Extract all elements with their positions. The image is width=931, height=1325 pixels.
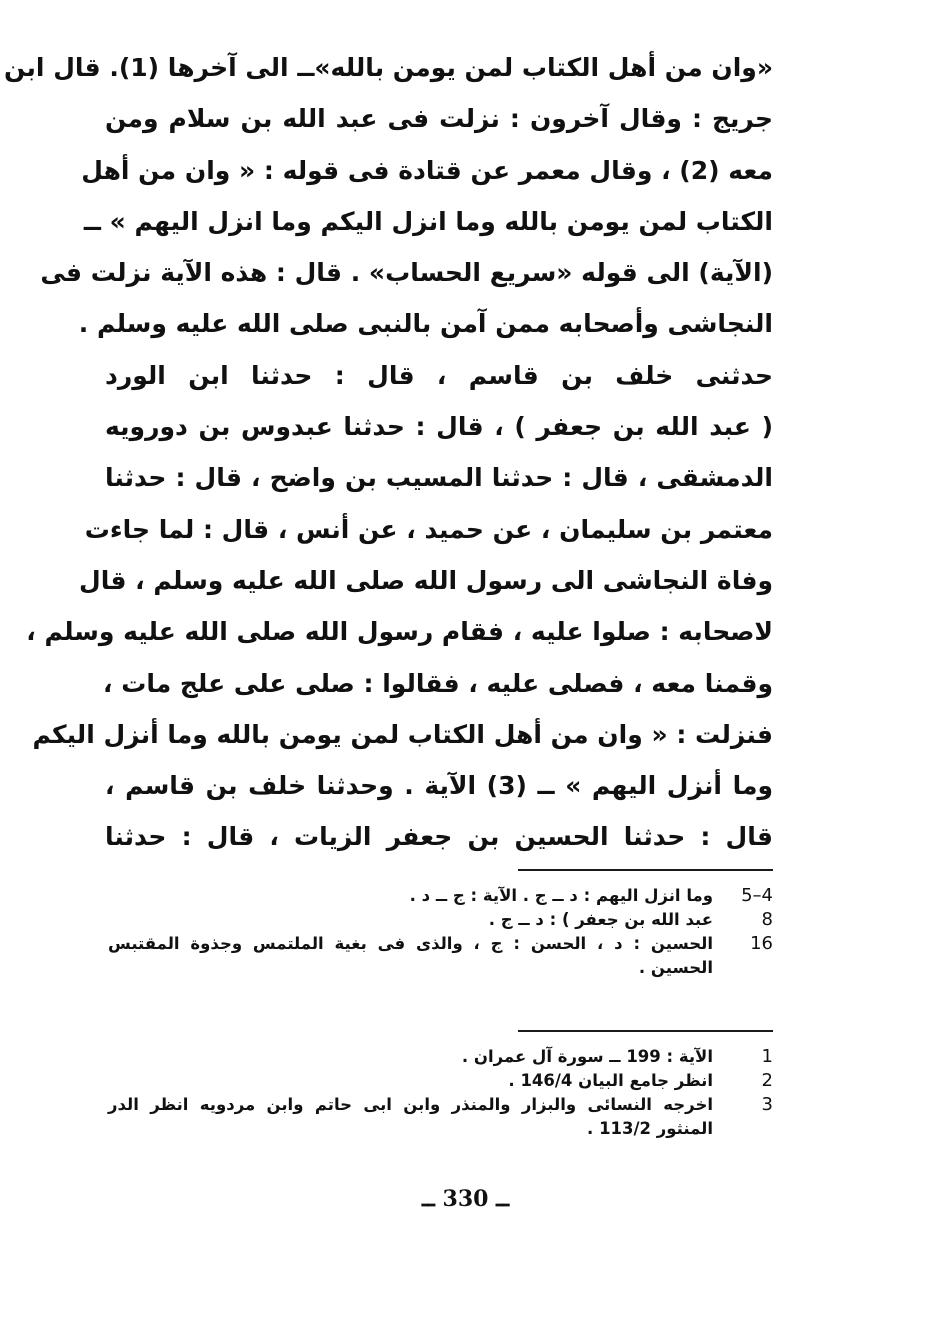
text-line: (الآية) الى قوله «سريع الحساب» . قال : هذه الآية نزلت فى bbox=[40, 258, 773, 288]
footnote-ref: 1 bbox=[761, 1046, 773, 1067]
text-line: وقمنا معه ، فصلى عليه ، فقالوا : صلى على علج مات ، bbox=[103, 668, 773, 698]
footnote-text: الحسين : د ، الحسن : ج ، والذى فى بغية الملتمس وجذوة المقتبس الحسين . bbox=[108, 934, 713, 977]
footnote-item bbox=[108, 884, 773, 908]
text-line: حدثنى خلف بن قاسم ، قال : حدثنا ابن الورد bbox=[105, 360, 773, 390]
text-line: لاصحابه : صلوا عليه ، فقام رسول الله صلى الله عليه وسلم ، bbox=[26, 617, 773, 647]
variant-footnotes bbox=[108, 884, 773, 980]
source-footnotes bbox=[108, 1045, 773, 1141]
footnote-item bbox=[108, 1093, 773, 1141]
text-line: ( عبد الله بن جعفر ) ، قال : حدثنا عبدوس بن دورويه bbox=[105, 412, 773, 442]
text-line: النجاشى وأصحابه ممن آمن بالنبى صلى الله عليه وسلم . bbox=[78, 309, 773, 339]
text-line: وفاة النجاشى الى رسول الله صلى الله عليه وسلم ، قال bbox=[79, 565, 773, 595]
footnote-ref: 3 bbox=[761, 1094, 773, 1115]
text-line: فنزلت : « وان من أهل الكتاب لمن يومن بالله وما أنزل اليكم bbox=[32, 719, 773, 749]
footnote-text: انظر جامع البيان 146/4 . bbox=[508, 1071, 713, 1090]
main-text bbox=[4, 42, 773, 863]
footnote-text: وما انزل اليهم : د ــ ج . الآية : ج ــ د . bbox=[409, 886, 713, 905]
footnote-text: الآية : 199 ــ سورة آل عمران . bbox=[461, 1047, 713, 1066]
footnote-ref: 2 bbox=[761, 1070, 773, 1091]
footnote-text: اخرجه النسائى والبزار والمنذر وابن ابى حاتم وابن مردويه انظر الدر المنثور 113/2 . bbox=[108, 1095, 713, 1138]
footnote-item bbox=[108, 1069, 773, 1093]
text-line: معتمر بن سليمان ، عن حميد ، عن أنس ، قال : لما جاءت bbox=[84, 514, 773, 544]
page-number: ــ 330 ــ bbox=[421, 1186, 510, 1212]
text-line: جريج : وقال آخرون : نزلت فى عبد الله بن سلام ومن bbox=[105, 104, 773, 134]
footnote-item bbox=[108, 932, 773, 980]
text-line: الدمشقى ، قال : حدثنا المسيب بن واضح ، قال : حدثنا bbox=[105, 463, 773, 493]
text-line: وما أنزل اليهم » ــ (3) الآية . وحدثنا خلف بن قاسم ، bbox=[105, 771, 773, 801]
footnote-divider bbox=[518, 869, 773, 871]
text-line: الكتاب لمن يومن بالله وما انزل اليكم وما انزل اليهم » ــ bbox=[83, 206, 773, 236]
text-line: «وان من أهل الكتاب لمن يومن بالله»ــ الى آخرها (1). قال ابن bbox=[4, 53, 773, 82]
footnote-ref: 8 bbox=[761, 909, 773, 930]
footnote-ref: 5–4 bbox=[741, 885, 773, 906]
footnote-divider bbox=[518, 1030, 773, 1032]
text-line: معه (2) ، وقال معمر عن قتادة فى قوله : « وان من أهل bbox=[81, 155, 773, 185]
text-line: قال : حدثنا الحسين بن جعفر الزيات ، قال : حدثنا bbox=[105, 822, 773, 852]
footnote-text: عبد الله بن جعفر ) : د ــ ج . bbox=[488, 910, 713, 929]
footnote-item bbox=[108, 908, 773, 932]
footnote-ref: 16 bbox=[750, 933, 773, 954]
footnote-item bbox=[108, 1045, 773, 1069]
